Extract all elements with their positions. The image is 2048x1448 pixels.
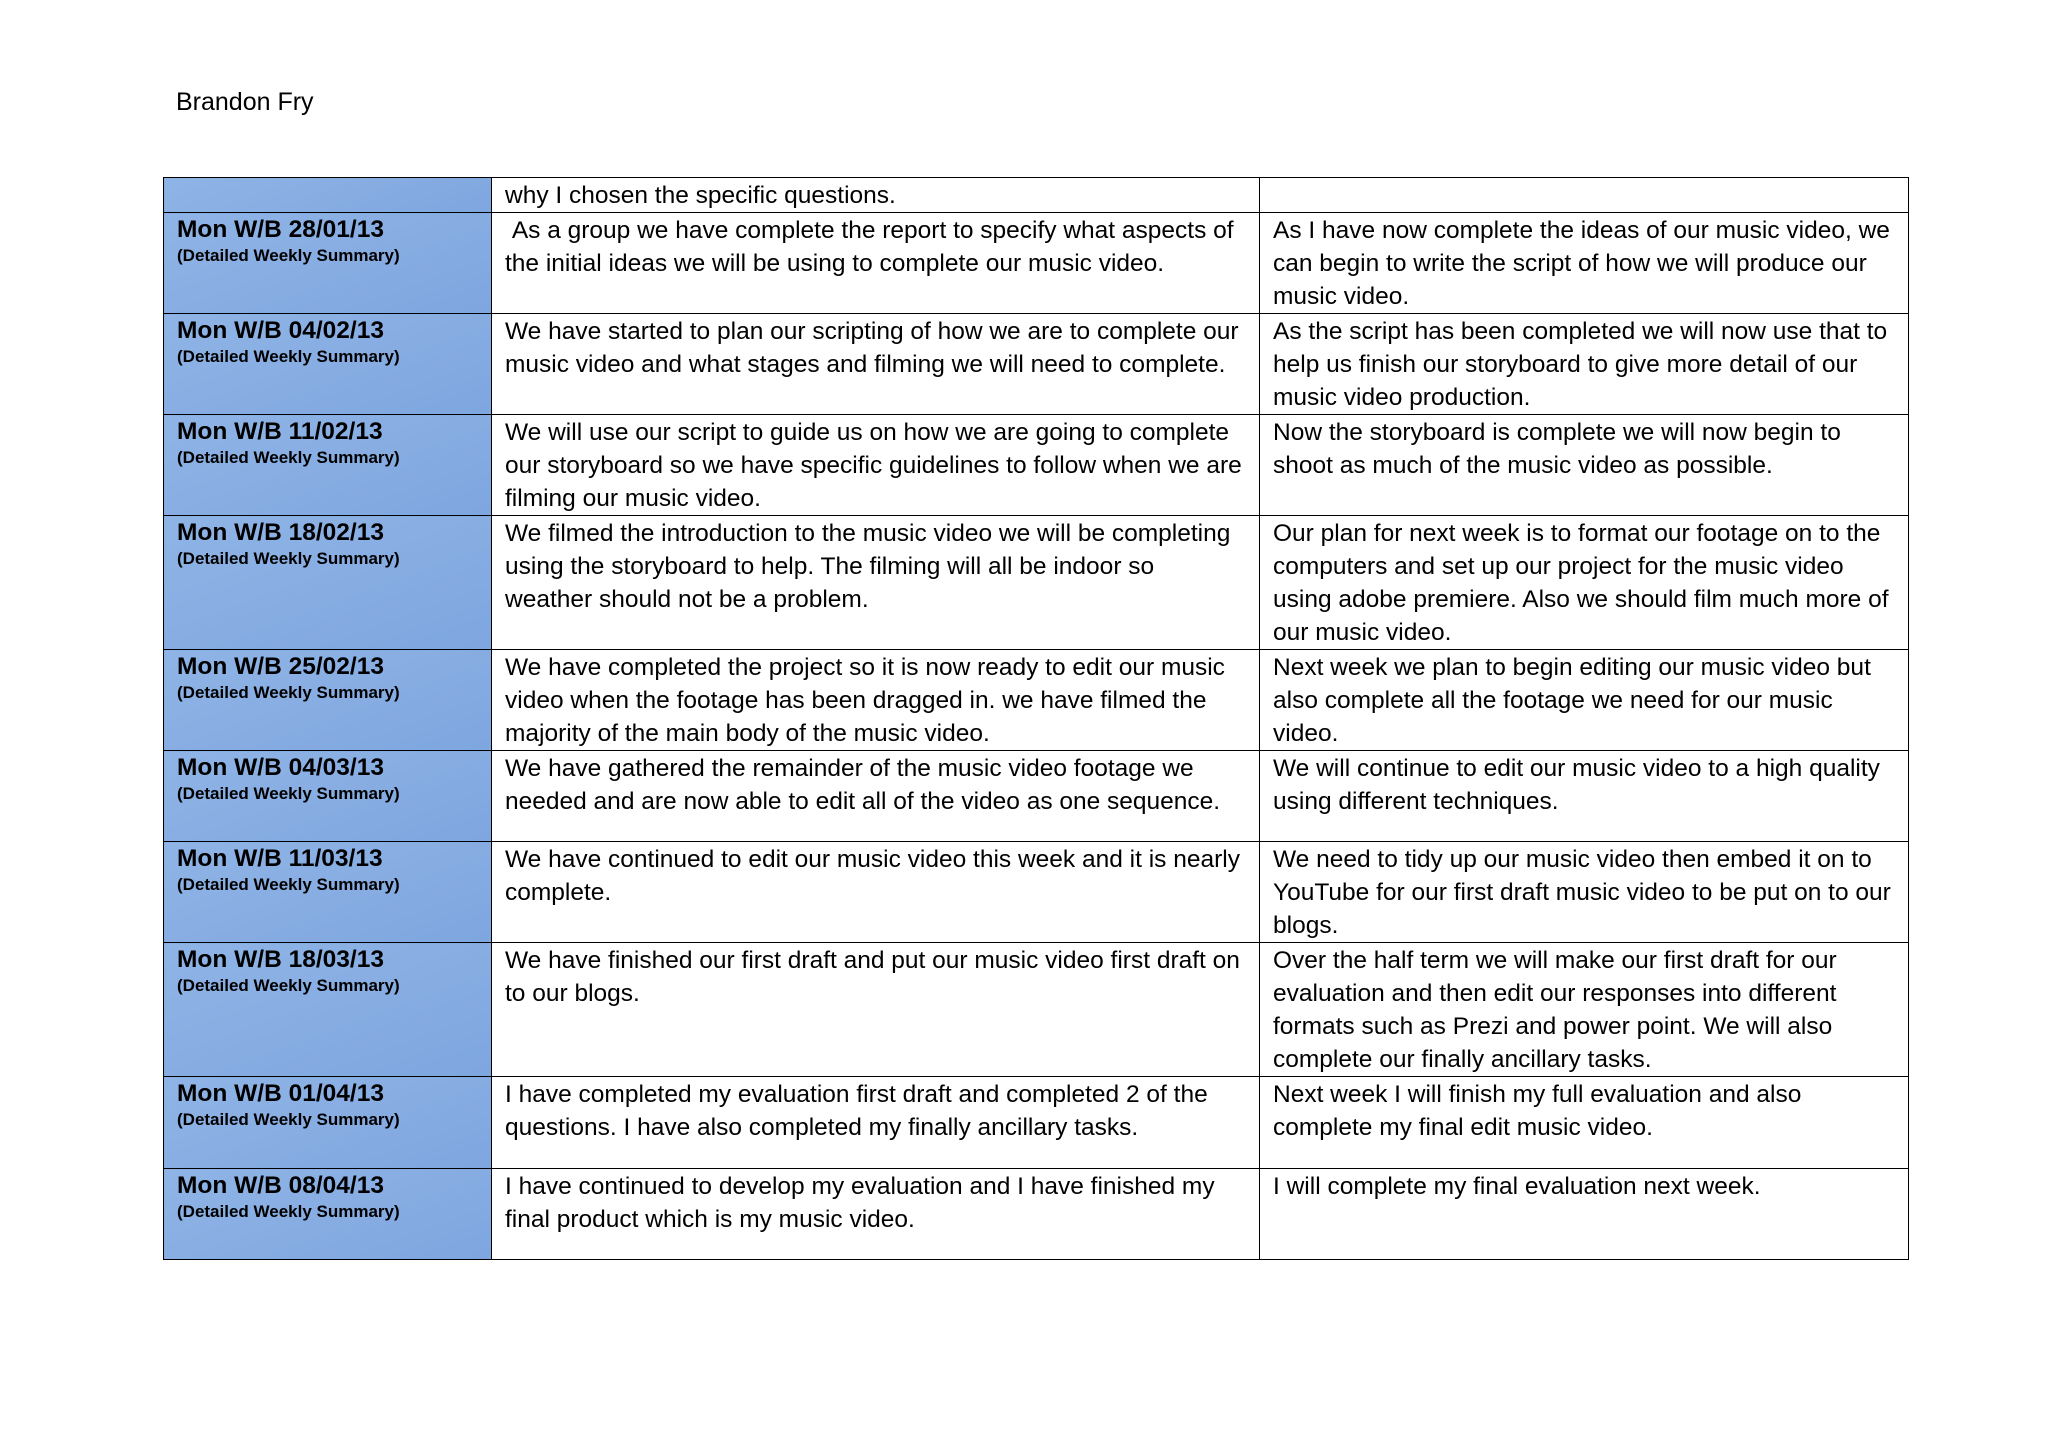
- next-steps-cell: Over the half term we will make our first draft for our evaluation and then edit our responses into different formats such as Prezi and power point. We will also complete our finally ancillary tasks.: [1260, 943, 1909, 1077]
- week-label: Mon W/B 25/02/13: [177, 653, 384, 680]
- week-cell: [164, 650, 492, 751]
- next-steps-cell: I will complete my final evaluation next week.: [1260, 1169, 1909, 1260]
- week-label: Mon W/B 18/03/13: [177, 946, 384, 973]
- table-row: [164, 415, 1909, 516]
- week-subtitle: (Detailed Weekly Summary): [177, 683, 400, 702]
- week-subtitle: (Detailed Weekly Summary): [177, 347, 400, 366]
- progress-cell: As a group we have complete the report to specify what aspects of the initial ideas we will be using to complete our music video.: [492, 213, 1260, 314]
- progress-cell: We have finished our first draft and put our music video first draft on to our blogs.: [492, 943, 1260, 1077]
- next-steps-cell: We need to tidy up our music video then embed it on to YouTube for our first draft music video to be put on to our blogs.: [1260, 842, 1909, 943]
- table-row: [164, 650, 1909, 751]
- next-steps-cell: [1260, 178, 1909, 213]
- table-row: [164, 751, 1909, 842]
- progress-cell: why I chosen the specific questions.: [492, 178, 1260, 213]
- week-subtitle: (Detailed Weekly Summary): [177, 784, 400, 803]
- next-steps-cell: Next week we plan to begin editing our music video but also complete all the footage we need for our music video.: [1260, 650, 1909, 751]
- week-label: Mon W/B 08/04/13: [177, 1172, 384, 1199]
- week-label: Mon W/B 11/03/13: [177, 845, 383, 872]
- progress-cell: We have completed the project so it is now ready to edit our music video when the footage has been dragged in. we have filmed the majority of the main body of the music video.: [492, 650, 1260, 751]
- week-subtitle: (Detailed Weekly Summary): [177, 976, 400, 995]
- author-name: Brandon Fry: [176, 88, 314, 116]
- week-label: Mon W/B 04/03/13: [177, 754, 384, 781]
- table-row: [164, 314, 1909, 415]
- next-steps-cell: As I have now complete the ideas of our music video, we can begin to write the script of how we will produce our music video.: [1260, 213, 1909, 314]
- week-cell: [164, 516, 492, 650]
- weekly-log-table: [163, 177, 1909, 1260]
- week-cell: [164, 178, 492, 213]
- week-cell: [164, 842, 492, 943]
- next-steps-cell: Our plan for next week is to format our footage on to the computers and set up our project for the music video using adobe premiere. Also we should film much more of our music video.: [1260, 516, 1909, 650]
- table-row: [164, 842, 1909, 943]
- next-steps-cell: As the script has been completed we will now use that to help us finish our storyboard to give more detail of our music video production.: [1260, 314, 1909, 415]
- week-label: Mon W/B 11/02/13: [177, 418, 383, 445]
- progress-cell: We have continued to edit our music video this week and it is nearly complete.: [492, 842, 1260, 943]
- progress-cell: We will use our script to guide us on how we are going to complete our storyboard so we have specific guidelines to follow when we are filming our music video.: [492, 415, 1260, 516]
- progress-cell: I have continued to develop my evaluation and I have finished my final product which is my music video.: [492, 1169, 1260, 1260]
- week-subtitle: (Detailed Weekly Summary): [177, 875, 400, 894]
- week-cell: [164, 415, 492, 516]
- table-row: [164, 213, 1909, 314]
- week-label: Mon W/B 04/02/13: [177, 317, 384, 344]
- week-label: Mon W/B 01/04/13: [177, 1080, 384, 1107]
- week-cell: [164, 213, 492, 314]
- table-row: [164, 1077, 1909, 1169]
- progress-cell: We have gathered the remainder of the music video footage we needed and are now able to edit all of the video as one sequence.: [492, 751, 1260, 842]
- week-subtitle: (Detailed Weekly Summary): [177, 1202, 400, 1221]
- week-subtitle: (Detailed Weekly Summary): [177, 1110, 400, 1129]
- table-row: [164, 1169, 1909, 1260]
- week-cell: [164, 751, 492, 842]
- table-row: [164, 943, 1909, 1077]
- progress-cell: We have started to plan our scripting of how we are to complete our music video and what stages and filming we will need to complete.: [492, 314, 1260, 415]
- progress-cell: I have completed my evaluation first draft and completed 2 of the questions. I have also completed my finally ancillary tasks.: [492, 1077, 1260, 1169]
- progress-cell: We filmed the introduction to the music video we will be completing using the storyboard to help. The filming will all be indoor so weather should not be a problem.: [492, 516, 1260, 650]
- week-subtitle: (Detailed Weekly Summary): [177, 549, 400, 568]
- week-subtitle: (Detailed Weekly Summary): [177, 246, 400, 265]
- table-row: [164, 178, 1909, 213]
- next-steps-cell: Next week I will finish my full evaluation and also complete my final edit music video.: [1260, 1077, 1909, 1169]
- next-steps-cell: Now the storyboard is complete we will now begin to shoot as much of the music video as possible.: [1260, 415, 1909, 516]
- week-cell: [164, 1169, 492, 1260]
- week-cell: [164, 314, 492, 415]
- week-cell: [164, 943, 492, 1077]
- week-label: Mon W/B 28/01/13: [177, 216, 384, 243]
- next-steps-cell: We will continue to edit our music video to a high quality using different techniques.: [1260, 751, 1909, 842]
- week-label: Mon W/B 18/02/13: [177, 519, 384, 546]
- week-cell: [164, 1077, 492, 1169]
- table-row: [164, 516, 1909, 650]
- week-subtitle: (Detailed Weekly Summary): [177, 448, 400, 467]
